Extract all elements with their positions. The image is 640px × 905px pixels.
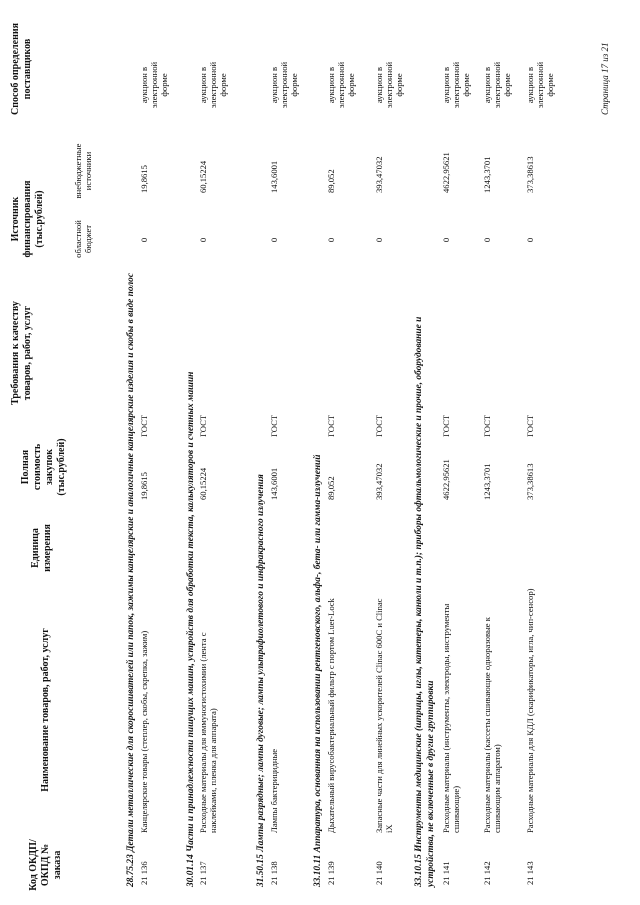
header-source: Источник финансирования (тыс.рублей) xyxy=(10,180,45,258)
category-title: Инструменты медицинские (шприцы, иглы, катетеры, канюли и т.п.); приборы офтальмологические и прочие, оборудование и xyxy=(414,316,424,852)
item-cost: 19,8615 xyxy=(139,472,149,500)
item-cost: 4622,95621 xyxy=(441,459,451,500)
header-cost: Полная стоимость закупок (тыс.рублей) xyxy=(20,438,67,496)
item-cost: 393,47032 xyxy=(374,463,384,500)
order-number: 21 139 xyxy=(326,861,336,885)
category-heading xyxy=(256,474,267,887)
category-heading xyxy=(414,27,438,887)
item-regional: 0 xyxy=(326,237,336,243)
category-title: Детали металлические для скоросшивателей или папок, зажимы канцелярские и аналогичные канцелярские изделия и скобы в виде полос xyxy=(126,272,136,852)
category-code: 28.75.23 xyxy=(126,854,136,887)
header-name: Наименование товаров, работ, услуг xyxy=(40,628,51,792)
header-code: Код ОКДП/ ОКПД № заказа xyxy=(28,839,63,891)
header-source-regional: областной бюджет xyxy=(73,220,93,258)
category-title-continued: устройства, не включенные в другие группировки xyxy=(425,680,436,887)
order-number: 21 136 xyxy=(139,861,149,885)
item-cost: 143,6001 xyxy=(269,467,279,500)
header-quality: Требования к качеству товаров, работ, услуг xyxy=(10,301,33,405)
item-method: аукцион в электронной форме xyxy=(139,61,169,109)
item-regional: 0 xyxy=(482,237,492,243)
item-quality: ГОСТ xyxy=(482,414,492,437)
item-cost: 60,15224 xyxy=(198,467,208,500)
order-number: 21 137 xyxy=(198,861,208,885)
item-extra: 373,38613 xyxy=(525,156,535,193)
item-name: Расходные материалы для КДЛ (скарификаторы, игла, чип-сенсор) xyxy=(525,588,535,833)
item-extra: 4622,95621 xyxy=(441,152,451,193)
order-number: 21 143 xyxy=(525,861,535,885)
item-name: Лампы бактерицидные xyxy=(269,748,279,833)
order-number: 21 141 xyxy=(441,861,451,885)
category-title: Лампы разрядные; лампы дуговые; лампы ультрафиолетового и инфракрасного излучения xyxy=(256,474,266,852)
item-name: Расходные материалы (инструменты, электроды, инструменты сшивающие) xyxy=(441,603,461,833)
item-quality: ГОСТ xyxy=(525,414,535,437)
item-regional: 0 xyxy=(198,237,208,243)
item-name: Дыхательный вирусобактериальный фильтр с портом Luer-Lock xyxy=(326,598,336,833)
item-extra: 19,8615 xyxy=(139,165,149,193)
category-code: 30.01.14 xyxy=(186,854,196,887)
item-quality: ГОСТ xyxy=(139,414,149,437)
item-quality: ГОСТ xyxy=(198,414,208,437)
header-method: Способ определения поставщиков xyxy=(10,22,33,116)
item-name: Расходные материалы (кассеты сшивающие одноразовые к сшивающим аппаратом) xyxy=(482,617,502,833)
order-number: 21 142 xyxy=(482,861,492,885)
category-title: Части и принадлежности пишущих машин, устройств для обработки текста, калькуляторов и счетных машин xyxy=(186,371,196,852)
item-regional: 0 xyxy=(374,237,384,243)
category-title: Аппаратура, основанная на использовании рентгеновского, альфа-, бета- или гамма-излучений xyxy=(313,454,323,853)
item-method: аукцион в электронной форме xyxy=(525,61,555,109)
item-name: Расходные материалы для иммуногистохимии (лента с наклейками, пленка для аппарата) xyxy=(198,632,218,833)
category-code: 33.10.11 xyxy=(313,854,323,887)
item-extra: 1243,3701 xyxy=(482,156,492,193)
order-number: 21 140 xyxy=(374,861,384,885)
item-extra: 89,052 xyxy=(326,169,336,193)
item-cost: 1243,3701 xyxy=(482,463,492,500)
header-unit: Единица измерения xyxy=(30,524,53,572)
item-quality: ГОСТ xyxy=(374,414,384,437)
category-code: 31.50.15 xyxy=(256,854,266,887)
page-number: Страница 17 из 21 xyxy=(600,42,610,115)
item-quality: ГОСТ xyxy=(269,414,279,437)
item-method: аукцион в электронной форме xyxy=(269,61,299,109)
item-method: аукцион в электронной форме xyxy=(441,61,471,109)
item-cost: 373,38613 xyxy=(525,463,535,500)
item-regional: 0 xyxy=(441,237,451,243)
item-quality: ГОСТ xyxy=(326,414,336,437)
category-heading xyxy=(186,372,197,887)
item-method: аукцион в электронной форме xyxy=(482,61,512,109)
item-quality: ГОСТ xyxy=(441,414,451,437)
category-heading xyxy=(126,273,137,887)
item-extra: 60,15224 xyxy=(198,160,208,193)
item-method: аукцион в электронной форме xyxy=(374,61,404,109)
item-extra: 143,6001 xyxy=(269,160,279,193)
item-cost: 89,052 xyxy=(326,476,336,500)
item-regional: 0 xyxy=(139,237,149,243)
item-method: аукцион в электронной форме xyxy=(326,61,356,109)
item-extra: 393,47032 xyxy=(374,156,384,193)
item-method: аукцион в электронной форме xyxy=(198,61,228,109)
item-name: Канцелярские товары (степлер, скобы, скрепка, зажим) xyxy=(139,630,149,833)
item-regional: 0 xyxy=(269,237,279,243)
item-name: Запасные части для линейных ускорителей Clinac 600C и Clinac iX xyxy=(374,598,394,833)
category-code: 33.10.15 xyxy=(414,854,424,887)
item-regional: 0 xyxy=(525,237,535,243)
header-source-extra: внебюджетные источники xyxy=(73,143,93,199)
order-number: 21 138 xyxy=(269,861,279,885)
category-heading xyxy=(313,455,324,888)
